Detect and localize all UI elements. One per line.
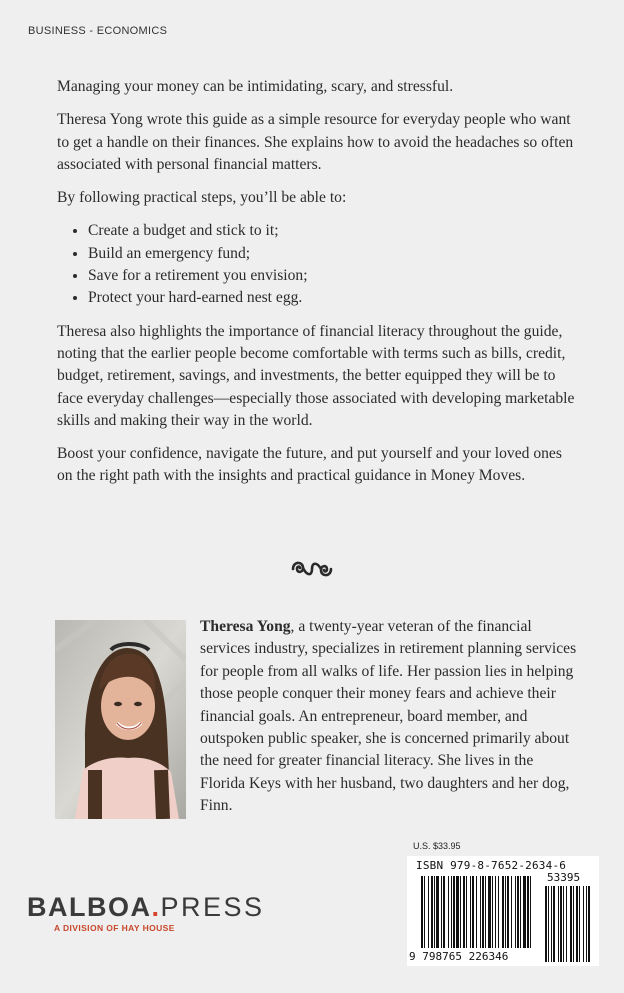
blurb-bullet-list (57, 220, 577, 309)
publisher-name-dot: . (151, 892, 161, 922)
author-portrait-illustration (55, 620, 186, 819)
author-photo (55, 620, 186, 819)
blurb-bullet-item: • Save for a retirement you envision; (88, 265, 577, 287)
blurb-paragraph-4: Theresa also highlights the importance of financial literacy throughout the guide, noting that the earlier people become comfortable with terms such as bills, credit, budget, retirement, savings, and investments, the better equipped they will be to face everyday challenges—especially those associated with developing marketable skills and making their way in the world. (57, 322, 575, 429)
publisher-name-bold: BALBOA (27, 892, 152, 922)
blurb-bullet-item: • Protect your hard-earned nest egg. (88, 287, 577, 309)
isbn-barcode (407, 856, 599, 966)
flourish-ornament-icon (289, 556, 335, 582)
isbn-label: ISBN 979-8-7652-2634-6 (416, 859, 567, 872)
author-bio (200, 616, 580, 818)
barcode-addon-number: 53395 (547, 871, 581, 884)
publisher-division: A DIVISION OF HAY HOUSE (54, 923, 175, 933)
blurb-paragraph-1: Managing your money can be intimidating, scary, and stressful. (57, 78, 454, 95)
barcode-digits: 9 798765 226346 (409, 950, 509, 963)
publisher-name-light: PRESS (160, 892, 265, 922)
back-cover-blurb (57, 76, 577, 499)
blurb-bullet-item: • Build an emergency fund; (88, 243, 577, 265)
blurb-paragraph-3: By following practical steps, you’ll be able to: (57, 189, 347, 207)
category-label: BUSINESS - ECONOMICS (28, 25, 168, 37)
blurb-paragraph-2: Theresa Yong wrote this guide as a simple resource for everyday people who want to get a handle on their finances. She explains how to avoid the headaches so often associated with personal financial matters. (57, 111, 574, 173)
author-bio-text: , a twenty-year veteran of the financial services industry, specializes in retirement planning services for people from all walks of life. Her passion lies in helping those people conquer their money fears and achieve their financial goals. An entrepreneur, board member, and outspoken public speaker, she is concerned primarily about the need for greater financial literacy. She lives in the Florida Keys with her husband, two daughters and her dog, Finn. (200, 618, 577, 815)
publisher-name (27, 893, 265, 921)
blurb-paragraph-5: Boost your confidence, navigate the future, and put yourself and your loved ones on the right path with the insights and practical guidance in Money Moves. (57, 445, 562, 485)
blurb-bullet-item: • Create a budget and stick to it; (88, 220, 577, 242)
author-name: Theresa Yong (200, 618, 291, 635)
publisher-logo (27, 893, 265, 933)
price-label: U.S. $33.95 (413, 841, 461, 851)
